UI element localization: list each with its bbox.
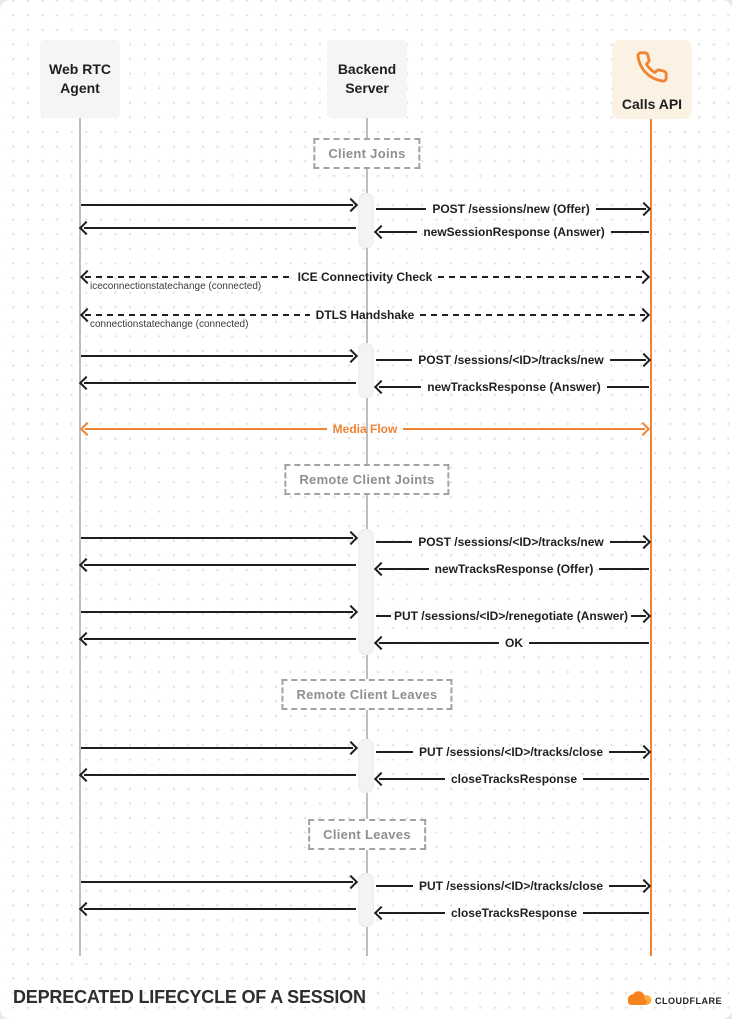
message-close-tracks-response-2 (376, 905, 649, 921)
arrow-line (599, 568, 649, 571)
response-arrow (81, 767, 356, 783)
arrow-line (84, 382, 356, 385)
arrowhead-left-icon (79, 221, 93, 235)
arrowhead-right-icon (636, 308, 650, 322)
brand-name: CLOUDFLARE (655, 995, 722, 1006)
arrow-line (81, 204, 353, 207)
message-new-tracks-response-offer (376, 561, 649, 577)
message-label: closeTracksResponse (450, 906, 578, 920)
cloudflare-logo (625, 990, 722, 1011)
actor-label: Web RTC Agent (49, 61, 111, 96)
message-label: newTracksResponse (Answer) (427, 380, 601, 394)
arrow-line (376, 885, 413, 888)
arrowhead-right-icon (344, 349, 358, 363)
activation-bar (358, 343, 374, 398)
arrowhead-right-icon (637, 879, 651, 893)
arrowhead-left-icon (374, 562, 388, 576)
request-arrow (81, 740, 356, 756)
arrow-line (379, 642, 499, 645)
arrow-line (81, 537, 353, 540)
section-client-leaves (308, 819, 426, 850)
message-post-tracks-new (376, 352, 649, 368)
arrow-line (583, 912, 649, 915)
arrowhead-right-icon (637, 745, 651, 759)
arrowhead-right-icon (344, 741, 358, 755)
message-label: PUT /sessions/<ID>/tracks/close (418, 879, 604, 893)
actor-label: Calls API (621, 95, 683, 112)
message-label: POST /sessions/new (Offer) (432, 202, 590, 216)
message-put-renegotiate (376, 608, 649, 624)
dashed-line (438, 276, 645, 279)
response-arrow (81, 220, 356, 236)
dtls-event-label: connectionstatechange (connected) (90, 319, 249, 330)
message-label: POST /sessions/<ID>/tracks/new (418, 535, 604, 549)
message-label: newTracksResponse (Offer) (434, 562, 594, 576)
arrow-line (379, 912, 445, 915)
arrowhead-left-icon (80, 422, 94, 436)
arrow-line (376, 751, 413, 754)
arrow-line (376, 615, 391, 618)
arrow-line (84, 227, 356, 230)
activation-bar (358, 529, 374, 655)
actor-backend-server (327, 40, 407, 118)
arrow-line (81, 747, 353, 750)
lifeline-calls-api (650, 118, 652, 956)
message-ok (376, 635, 649, 651)
message-media-flow (82, 421, 648, 437)
activation-bar (358, 739, 374, 793)
response-arrow (81, 557, 356, 573)
phone-icon (635, 50, 669, 89)
arrow-line (403, 428, 645, 431)
arrowhead-left-icon (79, 632, 93, 646)
arrowhead-right-icon (344, 875, 358, 889)
arrow-line (84, 564, 356, 567)
arrowhead-right-icon (637, 535, 651, 549)
section-remote-client-joins (284, 464, 449, 495)
arrow-line (607, 386, 649, 389)
section-label: Remote Client Leaves (296, 687, 438, 702)
arrow-line (376, 208, 426, 211)
request-arrow (81, 604, 356, 620)
arrow-line (81, 611, 353, 614)
response-arrow (81, 631, 356, 647)
message-label: PUT /sessions/<ID>/renegotiate (Answer) (393, 609, 629, 623)
message-label: DTLS Handshake (315, 308, 415, 322)
dashed-line (420, 314, 645, 317)
cloudflare-cloud-icon (625, 990, 652, 1011)
page-title: DEPRECATED LIFECYCLE OF A SESSION (13, 987, 366, 1007)
arrowhead-left-icon (79, 558, 93, 572)
arrow-line (529, 642, 649, 645)
message-label: ICE Connectivity Check (297, 270, 433, 284)
request-arrow (81, 874, 356, 890)
section-label: Client Leaves (323, 827, 411, 842)
message-put-tracks-close-2 (376, 878, 649, 894)
arrow-line (84, 774, 356, 777)
arrowhead-right-icon (637, 609, 651, 623)
section-label: Client Joins (328, 146, 406, 161)
message-post-tracks-new-2 (376, 534, 649, 550)
arrowhead-left-icon (79, 902, 93, 916)
request-arrow (81, 197, 356, 213)
arrow-line (611, 231, 649, 234)
response-arrow (81, 375, 356, 391)
arrowhead-left-icon (374, 380, 388, 394)
arrowhead-left-icon (374, 636, 388, 650)
message-put-tracks-close-1 (376, 744, 649, 760)
arrow-line (583, 778, 649, 781)
arrow-line (81, 881, 353, 884)
message-label: newSessionResponse (Answer) (423, 225, 605, 239)
request-arrow (81, 348, 356, 364)
arrow-line (379, 778, 445, 781)
arrowhead-left-icon (79, 768, 93, 782)
arrow-line (376, 541, 412, 544)
ice-event-label: iceconnectionstatechange (connected) (90, 281, 262, 292)
arrowhead-right-icon (344, 531, 358, 545)
message-label: OK (505, 636, 523, 650)
message-new-session-response (376, 224, 649, 240)
message-close-tracks-response-1 (376, 771, 649, 787)
response-arrow (81, 901, 356, 917)
actor-calls-api (612, 40, 692, 119)
arrow-line (84, 638, 356, 641)
message-label: PUT /sessions/<ID>/tracks/close (418, 745, 604, 759)
arrowhead-right-icon (636, 422, 650, 436)
arrow-line (84, 908, 356, 911)
activation-bar (358, 193, 374, 248)
actor-label: Backend Server (337, 61, 397, 96)
message-label: closeTracksResponse (450, 772, 578, 786)
section-remote-client-leaves (281, 679, 452, 710)
arrowhead-left-icon (374, 772, 388, 786)
arrow-line (85, 428, 327, 431)
dashed-line (85, 314, 310, 317)
arrowhead-right-icon (636, 270, 650, 284)
arrow-line (81, 355, 353, 358)
arrowhead-left-icon (374, 225, 388, 239)
activation-bar (358, 873, 374, 927)
arrowhead-right-icon (637, 353, 651, 367)
section-client-joins (313, 138, 420, 169)
message-label: Media Flow (332, 422, 398, 436)
arrowhead-right-icon (637, 202, 651, 216)
message-label: POST /sessions/<ID>/tracks/new (418, 353, 604, 367)
actor-webrtc-agent (40, 40, 120, 118)
arrowhead-right-icon (344, 605, 358, 619)
arrowhead-left-icon (79, 376, 93, 390)
arrowhead-right-icon (344, 198, 358, 212)
arrowhead-left-icon (374, 906, 388, 920)
section-label: Remote Client Joints (299, 472, 435, 487)
arrow-line (376, 359, 412, 362)
message-new-tracks-response-answer (376, 379, 649, 395)
request-arrow (81, 530, 356, 546)
message-post-sessions-new (376, 201, 649, 217)
dashed-line (85, 276, 292, 279)
